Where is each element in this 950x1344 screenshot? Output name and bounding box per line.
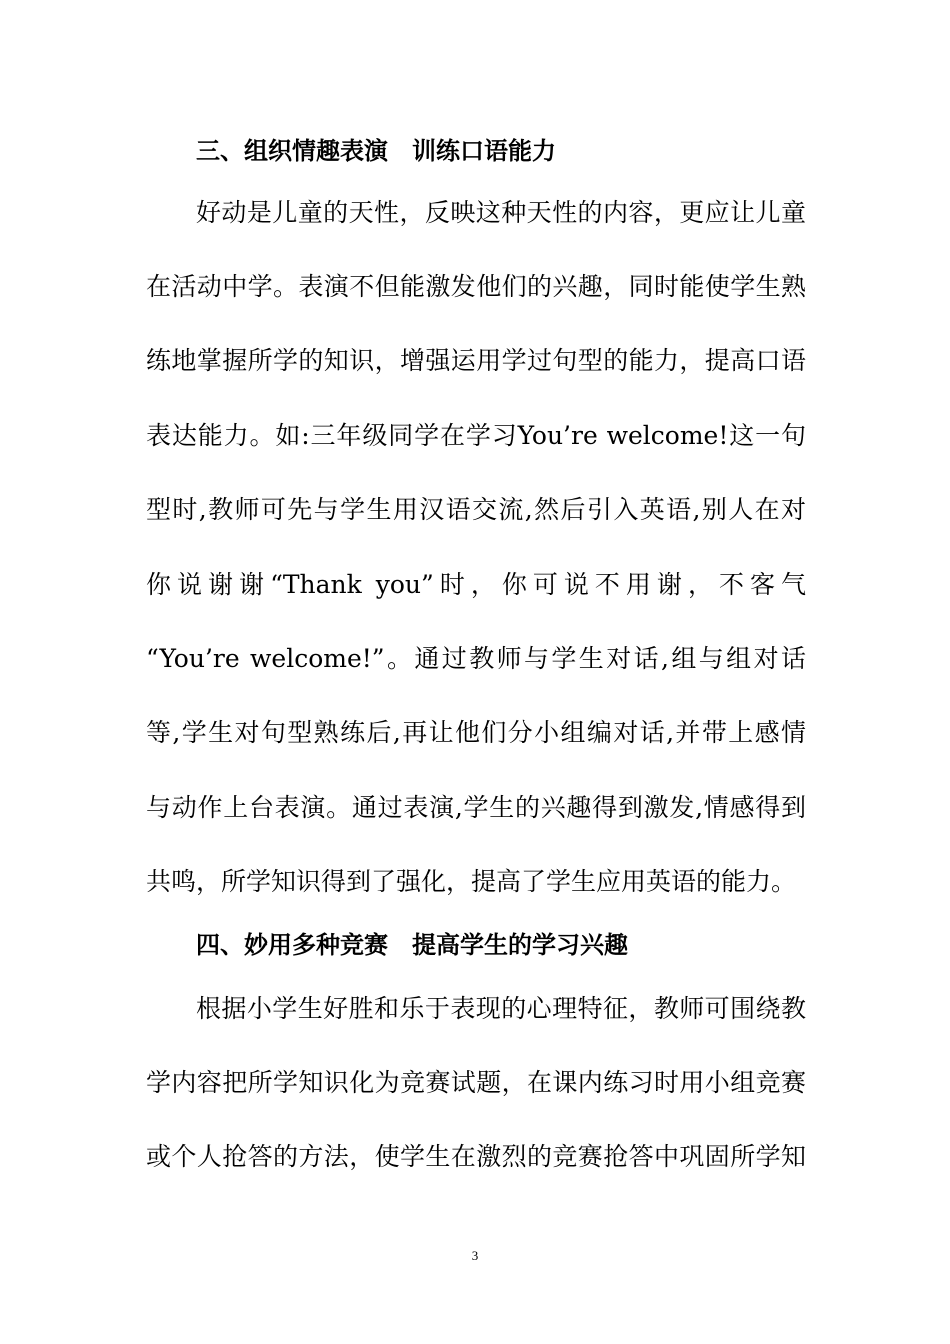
- paragraph-line: 你说谢谢“Thank you”时，你可说不用谢，不客气: [146, 570, 806, 599]
- section-heading-3: 三、组织情趣表演 训练口语能力: [196, 137, 556, 165]
- paragraph-line: 表达能力。如:三年级同学在学习You’re welcome!这一句: [146, 421, 806, 450]
- paragraph-line: “You’re welcome!”。通过教师与学生对话,组与组对话: [146, 644, 806, 673]
- paragraph-line: 在活动中学。表演不但能激发他们的兴趣，同时能使学生熟: [146, 272, 806, 301]
- paragraph-line: 共鸣，所学知识得到了强化，提高了学生应用英语的能力。: [146, 867, 797, 896]
- paragraph-line: 型时,教师可先与学生用汉语交流,然后引入英语,别人在对: [146, 495, 806, 524]
- section-heading-4: 四、妙用多种竞赛 提高学生的学习兴趣: [196, 931, 628, 959]
- paragraph-line: 等,学生对句型熟练后,再让他们分小组编对话,并带上感情: [146, 718, 806, 747]
- paragraph-line: 根据小学生好胜和乐于表现的心理特征，教师可围绕教: [196, 994, 806, 1023]
- paragraph-line: 与动作上台表演。通过表演,学生的兴趣得到激发,情感得到: [146, 793, 806, 822]
- page-number: 3: [471, 1248, 479, 1263]
- paragraph-line: 或个人抢答的方法，使学生在激烈的竞赛抢答中巩固所学知: [146, 1142, 806, 1171]
- paragraph-line: 学内容把所学知识化为竞赛试题，在课内练习时用小组竞赛: [146, 1068, 806, 1097]
- paragraph-line: 练地掌握所学的知识，增强运用学过句型的能力，提高口语: [146, 346, 806, 375]
- paragraph-line: 好动是儿童的天性，反映这种天性的内容，更应让儿童: [196, 198, 806, 227]
